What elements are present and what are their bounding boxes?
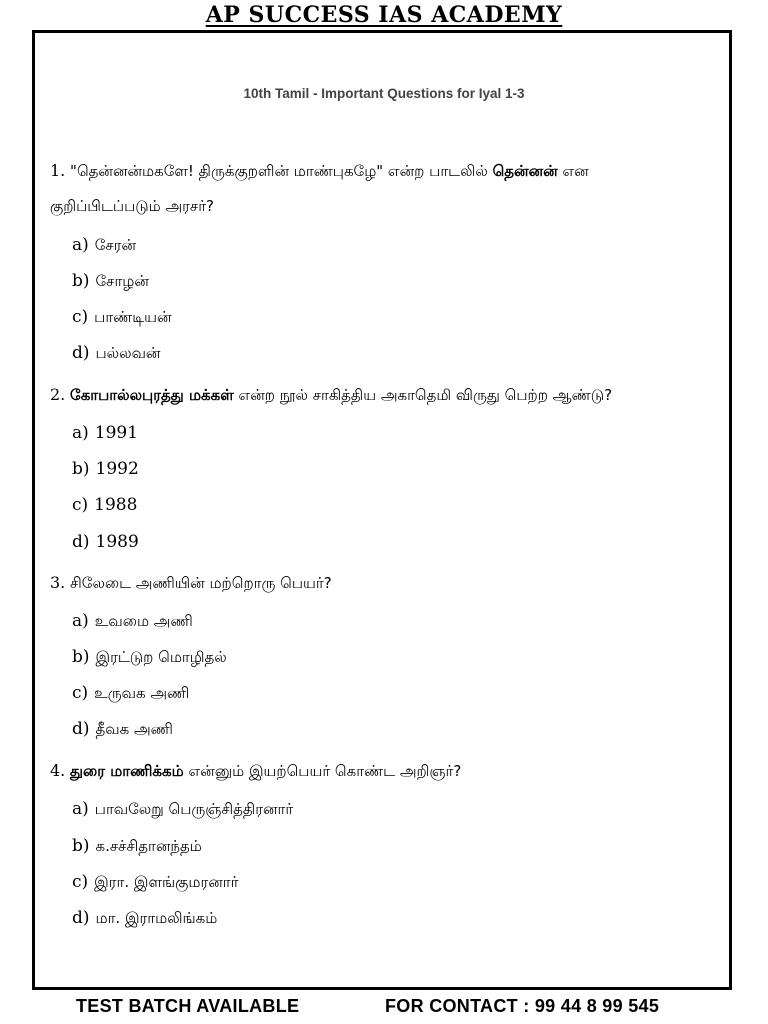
- option-text: க.சச்சிதானந்தம்: [95, 837, 202, 855]
- academy-title: AP SUCCESS IAS ACADEMY: [205, 2, 563, 28]
- question-number: 1.: [50, 161, 66, 180]
- question-text: சிலேடை அணியின் மற்றொரு பெயர்?: [70, 574, 332, 592]
- option-text: உருவக அணி: [94, 684, 190, 702]
- option-letter: a): [72, 235, 89, 255]
- option-1d: [72, 342, 160, 364]
- option-2c: [72, 494, 137, 516]
- question-4: [50, 760, 461, 782]
- option-letter: b): [72, 647, 90, 667]
- option-text: சேரன்: [94, 236, 137, 254]
- option-text: இரட்டுற மொழிதல்: [95, 648, 227, 666]
- question-3: [50, 572, 332, 594]
- option-letter: d): [72, 343, 90, 363]
- option-4c: [72, 871, 238, 893]
- question-number: 2.: [50, 385, 66, 404]
- question-number: 3.: [50, 573, 66, 592]
- option-text: உவமை அணி: [94, 612, 193, 630]
- option-letter: c): [72, 872, 89, 892]
- option-4b: [72, 835, 202, 857]
- option-3a: [72, 610, 193, 632]
- option-4d: [72, 907, 217, 929]
- option-2a: [72, 422, 138, 444]
- question-text: "தென்னன்மகளே! திருக்குறளின் மாண்புகழே" என்ற பாடலில்: [70, 162, 493, 180]
- option-3c: [72, 682, 189, 704]
- question-text-tail: என்ற நூல் சாகித்திய அகாதெமி விருது பெற்ற ஆண்டு?: [233, 386, 613, 404]
- footer-test-batch: TEST BATCH AVAILABLE: [76, 996, 300, 1016]
- option-text: தீவக அணி: [95, 720, 173, 738]
- question-keyword: துரை மாணிக்கம்: [70, 762, 184, 780]
- option-text: பாண்டியன்: [94, 308, 172, 326]
- option-letter: a): [72, 423, 89, 443]
- question-text-tail: என்னும் இயற்பெயர் கொண்ட அறிஞர்?: [183, 762, 462, 780]
- option-1a: [72, 234, 136, 256]
- option-2d: [72, 531, 139, 553]
- option-text: 1988: [94, 495, 138, 515]
- option-2b: [72, 458, 139, 480]
- option-letter: d): [72, 719, 90, 739]
- option-1c: [72, 306, 172, 328]
- option-letter: b): [72, 459, 90, 479]
- option-4a: [72, 798, 293, 820]
- option-3b: [72, 646, 227, 668]
- option-letter: b): [72, 271, 90, 291]
- option-letter: c): [72, 683, 89, 703]
- option-text: 1989: [95, 532, 139, 552]
- option-letter: a): [72, 799, 89, 819]
- footer-contact: FOR CONTACT : 99 44 8 99 545: [385, 996, 660, 1016]
- option-text: 1992: [95, 459, 139, 479]
- option-3d: [72, 718, 173, 740]
- question-1-continuation: குறிப்பிடப்படும் அரசர்?: [50, 197, 215, 215]
- option-text: இரா. இளங்குமரனார்: [94, 873, 239, 891]
- option-letter: c): [72, 495, 89, 515]
- question-2: [50, 384, 612, 406]
- question-text-tail: என: [557, 162, 589, 180]
- option-text: பல்லவன்: [95, 344, 161, 362]
- document-subtitle: 10th Tamil - Important Questions for Iyal 1-3: [243, 86, 525, 101]
- option-1b: [72, 270, 149, 292]
- question-keyword: கோபால்லபுரத்து மக்கள்: [70, 386, 234, 404]
- option-letter: d): [72, 908, 90, 928]
- option-letter: d): [72, 532, 90, 552]
- option-letter: b): [72, 836, 90, 856]
- option-text: பாவலேறு பெருஞ்சித்திரனார்: [94, 800, 294, 818]
- option-text: மா. இராமலிங்கம்: [95, 909, 218, 927]
- option-text: 1991: [94, 423, 139, 443]
- question-1: [50, 160, 589, 182]
- question-keyword: தென்னன்: [492, 162, 558, 180]
- question-number: 4.: [50, 761, 66, 780]
- option-letter: c): [72, 307, 89, 327]
- option-letter: a): [72, 611, 89, 631]
- option-text: சோழன்: [95, 272, 149, 290]
